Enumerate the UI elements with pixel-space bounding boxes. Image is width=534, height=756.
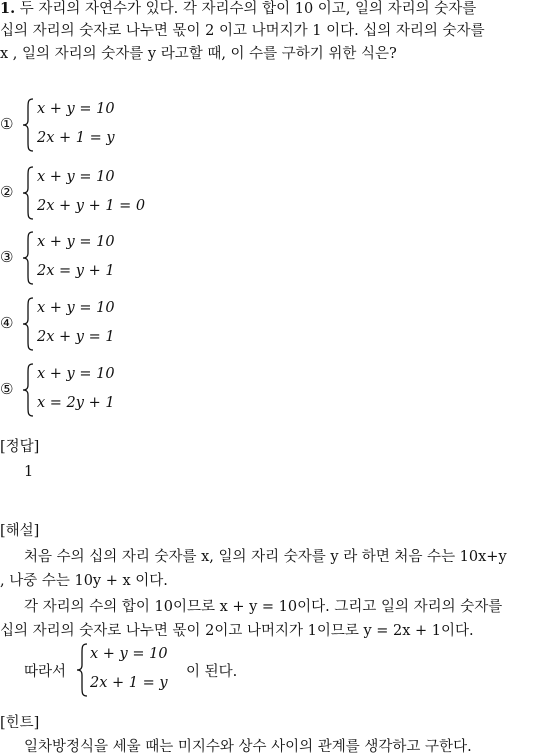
explanation-line-3: 각 자리의 수의 합이 10이므로 x + y = 10이다. 그리고 일의 자리의 숫자를 xyxy=(24,599,503,615)
option-5[interactable] xyxy=(0,361,220,419)
question-text-1: 두 자리의 자연수가 있다. 각 자리수의 합이 10 이고, 일의 자리의 숫자를 xyxy=(19,1,477,17)
option-1[interactable] xyxy=(0,96,220,154)
question-line-3: x , 일의 자리의 숫자를 y 라고할 때, 이 수를 구하기 위한 식은? xyxy=(0,46,397,62)
option-equation-2: 2x = y + 1 xyxy=(37,263,115,279)
left-brace-icon xyxy=(22,297,34,351)
option-2[interactable] xyxy=(0,164,220,222)
option-equation-1: x + y = 10 xyxy=(37,169,115,185)
option-equation-2: 2x + 1 = y xyxy=(37,130,115,146)
explanation-system xyxy=(24,641,284,699)
system-prefix: 따라서 xyxy=(24,664,67,680)
answer-label: [정답] xyxy=(0,439,40,455)
option-marker: ⑤ xyxy=(0,380,14,398)
option-marker: ① xyxy=(0,115,14,133)
answer-value: 1 xyxy=(24,464,34,480)
option-equation-1: x + y = 10 xyxy=(37,234,115,250)
option-equation-2: 2x + y = 1 xyxy=(37,329,115,345)
explanation-line-2: , 나중 수는 10y + x 이다. xyxy=(0,573,168,589)
left-brace-icon xyxy=(76,643,88,697)
hint-label: [힌트] xyxy=(0,715,40,731)
option-equation-1: x + y = 10 xyxy=(37,300,115,316)
explanation-line-1: 처음 수의 십의 자리 숫자를 x, 일의 자리 숫자를 y 라 하면 처음 수는 10x+y xyxy=(24,549,507,565)
system-suffix: 이 된다. xyxy=(186,664,238,680)
option-equation-1: x + y = 10 xyxy=(37,366,115,382)
left-brace-icon xyxy=(22,166,34,220)
option-marker: ③ xyxy=(0,248,14,266)
question-number: 1. xyxy=(0,0,16,17)
option-4[interactable] xyxy=(0,295,220,353)
question-line-2: 십의 자리의 숫자로 나누면 몫이 2 이고 나머지가 1 이다. 십의 자리의 숫자를 xyxy=(0,23,485,39)
option-equation-2: x = 2y + 1 xyxy=(37,395,115,411)
explanation-label: [해설] xyxy=(0,523,40,539)
left-brace-icon xyxy=(22,363,34,417)
option-marker: ④ xyxy=(0,314,14,332)
question-line-1 xyxy=(0,0,534,18)
explanation-line-4: 십의 자리의 숫자로 나누면 몫이 2이고 나머지가 1이므로 y = 2x + 1이다. xyxy=(0,623,474,639)
left-brace-icon xyxy=(22,98,34,152)
option-marker: ② xyxy=(0,183,14,201)
option-equation-1: x + y = 10 xyxy=(37,101,115,117)
hint-text: 일차방정식을 세울 때는 미지수와 상수 사이의 관계를 생각하고 구한다. xyxy=(24,739,472,755)
option-3[interactable] xyxy=(0,229,220,287)
system-equation-1: x + y = 10 xyxy=(90,646,168,662)
system-equation-2: 2x + 1 = y xyxy=(90,675,168,691)
left-brace-icon xyxy=(22,231,34,285)
option-equation-2: 2x + y + 1 = 0 xyxy=(37,198,146,214)
